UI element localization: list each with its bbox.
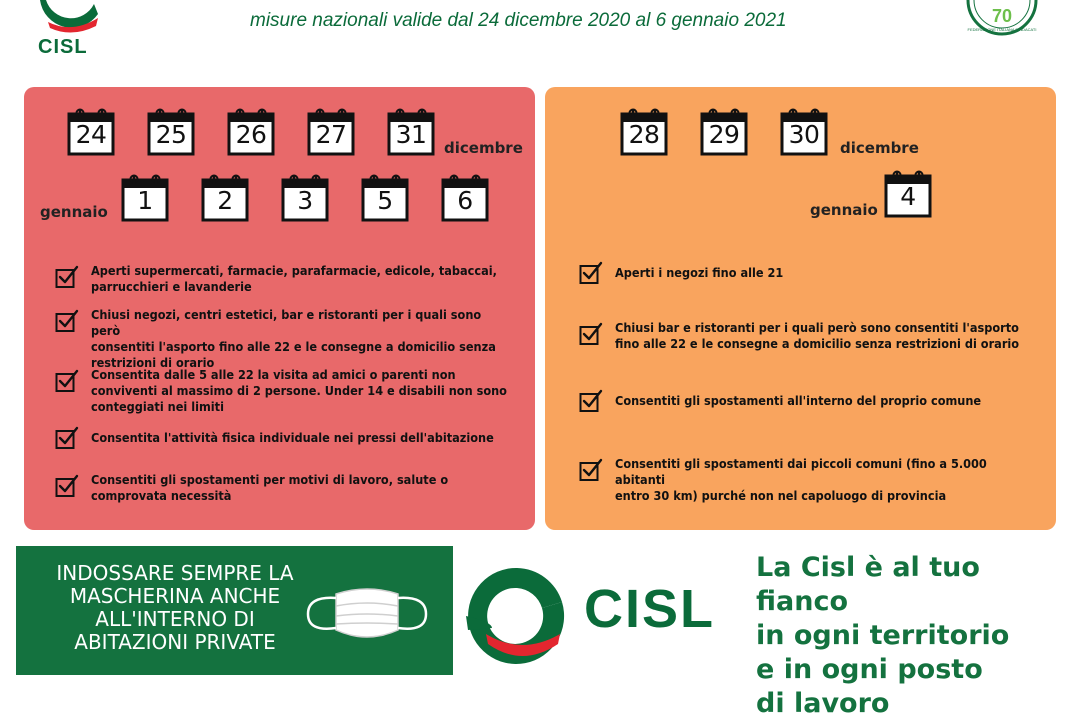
rule-text [615, 320, 1035, 352]
badge-text: FEDERAZIONE ITALIANA SINDACATI [967, 27, 1037, 32]
calendar-day-number: 24 [75, 120, 107, 149]
checkbox-check-icon [579, 261, 603, 285]
rule-text-line: Chiusi bar e ristoranti per i quali però sono consentiti l'asporto [615, 320, 1019, 335]
rule-text [91, 263, 511, 295]
calendar-date-icon [441, 174, 489, 222]
rule-text-line: fino alle 22 e le consegne a domicilio senza restrizioni di orario [615, 336, 1020, 351]
anniversary-badge [964, 0, 1040, 38]
mask-line: MASCHERINA ANCHE [69, 584, 281, 608]
calendar-date-icon [121, 174, 169, 222]
mask-reminder-box [16, 546, 453, 675]
calendar-day-number: 28 [628, 120, 660, 149]
rule-text-line: restrizioni di orario [91, 355, 215, 370]
calendar-day-number: 25 [155, 120, 187, 149]
checkbox-check-icon [579, 458, 603, 482]
checkbox-check-icon [579, 322, 603, 346]
calendar-day-number: 30 [788, 120, 820, 149]
rule-text [91, 307, 511, 371]
rule-text-line: Consentita l'attività fisica individuale nei pressi dell'abitazione [91, 430, 494, 445]
rule-text [615, 456, 1035, 504]
rule-text-line: Consentiti gli spostamenti per motivi di lavoro, salute o [91, 472, 449, 487]
mask-line: INDOSSARE SEMPRE LA [56, 561, 294, 585]
slogan-line: in ogni territorio [756, 620, 1010, 651]
calendar-date-icon [281, 174, 329, 222]
calendar-day-number: 2 [217, 186, 233, 215]
orange-month-gennaio: gennaio [810, 201, 878, 219]
mask-reminder-text [30, 562, 320, 654]
badge-years: 70 [991, 6, 1013, 26]
rule-text [91, 430, 511, 446]
calendar-date-icon [700, 108, 748, 156]
rule-text-line: Chiusi negozi, centri estetici, bar e ristoranti per i quali sono però [91, 307, 482, 338]
slogan-line: La Cisl è al tuo fianco [756, 552, 980, 617]
rule-text-line: Consentiti gli spostamenti all'interno del proprio comune [615, 393, 982, 408]
rule-text-line: conteggiati nei limiti [91, 399, 224, 414]
slogan [756, 551, 1076, 721]
checkbox-check-icon [55, 474, 79, 498]
calendar-day-number: 31 [395, 120, 427, 149]
rule-text-line: entro 30 km) purché non nel capoluogo di provincia [615, 488, 947, 503]
checkbox-check-icon [55, 426, 79, 450]
calendar-day-number: 27 [315, 120, 347, 149]
calendar-date-icon [387, 108, 435, 156]
checkbox-check-icon [55, 309, 79, 333]
page-subtitle: misure nazionali valide dal 24 dicembre 2020 al 6 gennaio 2021 [250, 10, 787, 31]
rule-text [91, 472, 511, 504]
checkbox-check-icon [55, 369, 79, 393]
mask-line: ABITAZIONI PRIVATE [74, 630, 276, 654]
orange-month-dicembre: dicembre [840, 139, 919, 157]
calendar-day-number: 6 [457, 186, 473, 215]
rule-text [615, 265, 1035, 281]
calendar-day-number: 3 [297, 186, 313, 215]
slogan-line: e in ogni posto [756, 654, 983, 685]
rule-text-line: consentiti l'asporto fino alle 22 e le consegne a domicilio senza [91, 339, 496, 354]
calendar-date-icon [361, 174, 409, 222]
cisl-logo-text: CISL [38, 36, 88, 58]
red-month-gennaio: gennaio [40, 203, 108, 221]
rule-text [615, 393, 1035, 409]
rule-text-line: Consentita dalle 5 alle 22 la visita ad amici o parenti non [91, 367, 456, 382]
rule-text-line: Aperti i negozi fino alle 21 [615, 265, 784, 280]
calendar-day-number: 1 [137, 186, 153, 215]
mask-line: ALL'INTERNO DI [95, 607, 255, 631]
rule-text-line: Consentiti gli spostamenti dai piccoli comuni (fino a 5.000 abitanti [615, 456, 987, 487]
calendar-date-icon [884, 170, 932, 218]
cisl-logo-large-text: CISL [584, 579, 716, 639]
calendar-day-number: 4 [900, 182, 916, 211]
red-month-dicembre: dicembre [444, 139, 523, 157]
rule-text-line: comprovata necessità [91, 488, 232, 503]
face-mask-icon [302, 586, 432, 642]
calendar-date-icon [307, 108, 355, 156]
calendar-date-icon [67, 108, 115, 156]
checkbox-check-icon [579, 389, 603, 413]
calendar-day-number: 29 [708, 120, 740, 149]
cisl-logo-large-icon [462, 564, 572, 668]
calendar-date-icon [620, 108, 668, 156]
checkbox-check-icon [55, 265, 79, 289]
calendar-date-icon [227, 108, 275, 156]
rule-text-line: Aperti supermercati, farmacie, parafarmacie, edicole, tabaccai, [91, 263, 497, 278]
rule-text-line: conviventi al massimo di 2 persone. Under 14 e disabili non sono [91, 383, 507, 398]
rule-text-line: parrucchieri e lavanderie [91, 279, 252, 294]
calendar-date-icon [201, 174, 249, 222]
calendar-day-number: 26 [235, 120, 267, 149]
rule-text [91, 367, 511, 415]
calendar-day-number: 5 [377, 186, 393, 215]
slogan-line: di lavoro [756, 688, 890, 719]
calendar-date-icon [780, 108, 828, 156]
calendar-date-icon [147, 108, 195, 156]
